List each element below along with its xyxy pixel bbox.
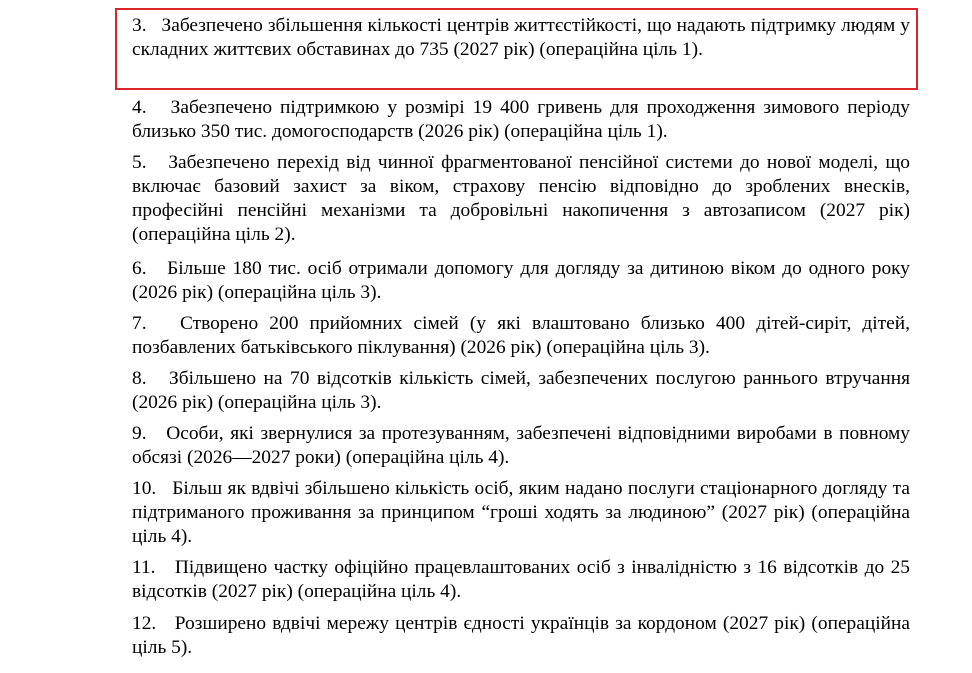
- list-item: [132, 96, 910, 144]
- item-number: 5.: [132, 152, 147, 173]
- item-number: 6.: [132, 258, 147, 279]
- item-number: 12.: [132, 613, 157, 634]
- item-number: 8.: [132, 368, 147, 389]
- list-item: [132, 14, 910, 62]
- item-text: Забезпечено перехід від чинної фрагментованої пенсійної системи до нової моделі, що включає базовий захист за віком, страхову пенсію відповідно до зроблених внесків, професійні пенсійні механізми та добровільні накопичення з автозаписом (2027 рік) (операційна ціль 2).: [132, 152, 910, 245]
- item-number: 10.: [132, 478, 157, 499]
- item-number: 3.: [132, 15, 147, 36]
- item-text: Розширено вдвічі мережу центрів єдності українців за кордоном (2027 рік) (операційна ціль 5).: [132, 613, 910, 658]
- item-number: 11.: [132, 557, 156, 578]
- item-text: Більш як вдвічі збільшено кількість осіб, яким надано послуги стаціонарного догляду та підтриманого проживання за принципом “гроші ходять за людиною” (2027 рік) (операційна ціль 4).: [132, 478, 911, 547]
- item-text: Забезпечено збільшення кількості центрів життєстійкості, що надають підтримку людям у складних життєвих обставинах до 735 (2027 рік) (операційна ціль 1).: [132, 15, 910, 60]
- item-number: 4.: [132, 97, 147, 118]
- list-item: [132, 151, 910, 247]
- list-item: [132, 612, 910, 660]
- list-item: [132, 477, 910, 549]
- list-item: [132, 312, 910, 360]
- item-text: Збільшено на 70 відсотків кількість сімей, забезпечених послугою раннього втручання (2026 рік) (операційна ціль 3).: [132, 368, 910, 413]
- list-item: [132, 422, 910, 470]
- list-item: [132, 556, 910, 604]
- item-number: 7.: [132, 313, 147, 334]
- list-item: [132, 367, 910, 415]
- item-text: Забезпечено підтримкою у розмірі 19 400 гривень для проходження зимового періоду близько 350 тис. домогосподарств (2026 рік) (операційна ціль 1).: [132, 97, 911, 142]
- item-text: Створено 200 прийомних сімей (у які влаштовано близько 400 дітей-сиріт, дітей, позбавлених батьківського піклування) (2026 рік) (операційна ціль 3).: [132, 313, 910, 358]
- item-text: Особи, які звернулися за протезуванням, забезпечені відповідними виробами в повному обсязі (2026—2027 роки) (операційна ціль 4).: [132, 423, 910, 468]
- item-text: Підвищено частку офіційно працевлаштованих осіб з інвалідністю з 16 відсотків до 25 відсотків (2027 рік) (операційна ціль 4).: [132, 557, 910, 602]
- item-number: 9.: [132, 423, 147, 444]
- item-text: Більше 180 тис. осіб отримали допомогу для догляду за дитиною віком до одного року (2026 рік) (операційна ціль 3).: [132, 258, 910, 303]
- list-item: [132, 257, 910, 305]
